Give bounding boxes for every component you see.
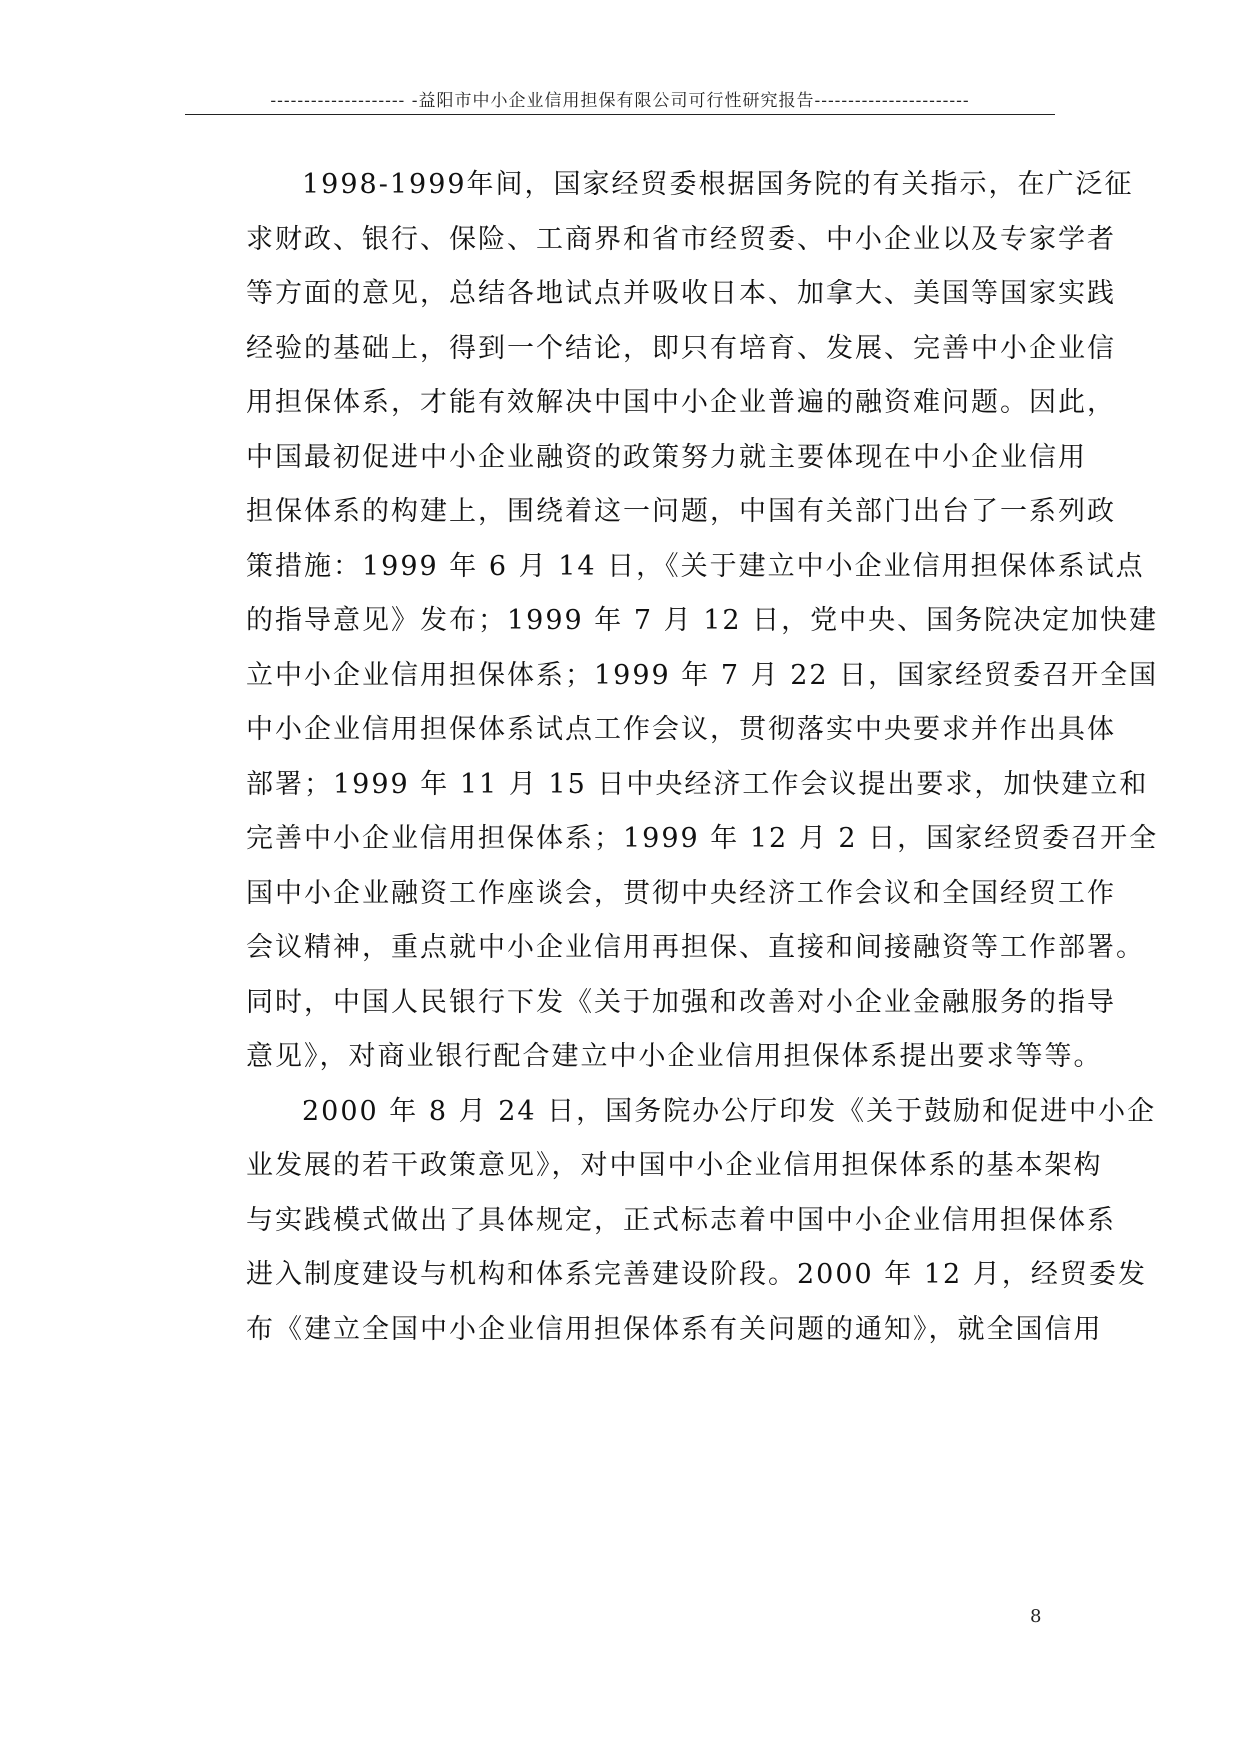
text-line: 国中小企业融资工作座谈会，贯彻中央经济工作会议和全国经贸工作 (246, 877, 1116, 909)
text-line: 的指导意见》发布；1999 年 7 月 12 日，党中央、国务院决定加快建 (246, 605, 1159, 636)
running-header: -------------------- -益阳市中小企业信用担保有限公司可行性研究报告----------------------- (270, 91, 970, 111)
text-line: 立中小企业信用担保体系；1999 年 7 月 22 日，国家经贸委召开全国 (246, 659, 1159, 691)
text-line: 2000 年 8 月 24 日，国务院办公厅印发《关于鼓励和促进中小企 (302, 1095, 1157, 1127)
text-line: 意见》，对商业银行配合建立中小企业信用担保体系提出要求等等。 (246, 1041, 1103, 1072)
text-line: 业发展的若干政策意见》，对中国中小企业信用担保体系的基本架构 (246, 1150, 1103, 1181)
text-line: 部署；1999 年 11 月 15 日中央经济工作会议提出要求，加快建立和 (246, 768, 1149, 800)
text-line: 用担保体系，才能有效解决中国中小企业普遍的融资难问题。因此， (246, 387, 1116, 418)
paragraph-1 (190, 158, 1159, 1085)
text-line: 策措施：1999 年 6 月 14 日，《关于建立中小企业信用担保体系试点 (246, 550, 1145, 582)
body-text (190, 158, 1159, 1357)
text-line: 等方面的意见，总结各地试点并吸收日本、加拿大、美国等国家实践 (246, 278, 1116, 309)
page-number: 8 (1030, 1606, 1042, 1627)
paragraph-2 (190, 1085, 1157, 1358)
text-line: 1998-1999年间，国家经贸委根据国务院的有关指示，在广泛征 (302, 169, 1134, 200)
text-line: 布《建立全国中小企业信用担保体系有关问题的通知》，就全国信用 (246, 1313, 1103, 1345)
text-line: 进入制度建设与机构和体系完善建设阶段。2000 年 12 月，经贸委发 (246, 1259, 1147, 1290)
text-line: 担保体系的构建上，围绕着这一问题，中国有关部门出台了一系列政 (246, 496, 1116, 527)
text-line: 中国最初促进中小企业融资的政策努力就主要体现在中小企业信用 (246, 441, 1087, 473)
text-line: 完善中小企业信用担保体系；1999 年 12 月 2 日，国家经贸委召开全 (246, 823, 1159, 854)
text-line: 与实践模式做出了具体规定，正式标志着中国中小企业信用担保体系 (246, 1204, 1116, 1236)
text-line: 中小企业信用担保体系试点工作会议，贯彻落实中央要求并作出具体 (246, 714, 1116, 745)
header-rule (185, 114, 1055, 115)
text-line: 求财政、银行、保险、工商界和省市经贸委、中小企业以及专家学者 (246, 223, 1116, 255)
text-line: 经验的基础上，得到一个结论，即只有培育、发展、完善中小企业信 (246, 332, 1116, 364)
text-line: 同时，中国人民银行下发《关于加强和改善对小企业金融服务的指导 (246, 986, 1116, 1018)
text-line: 会议精神，重点就中小企业信用再担保、直接和间接融资等工作部署。 (246, 932, 1145, 963)
